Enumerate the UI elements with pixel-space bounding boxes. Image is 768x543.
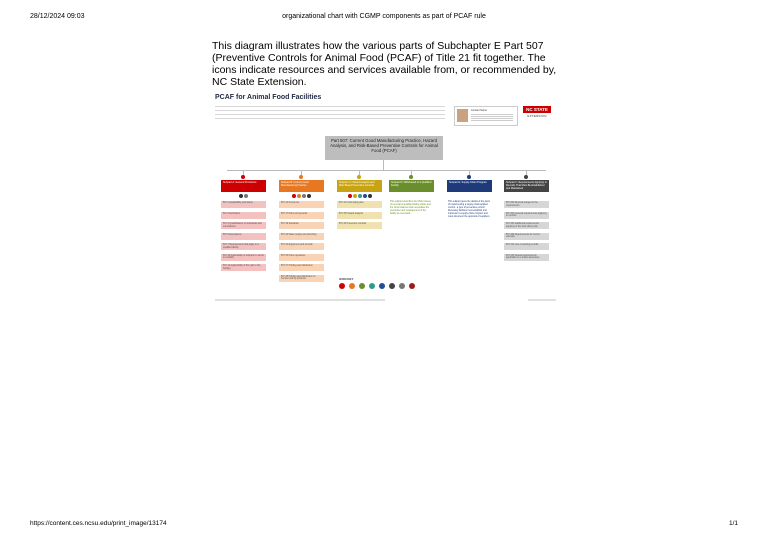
section-item: 507.5 Exemptions (221, 233, 266, 240)
connector-dot (524, 175, 528, 179)
section-item: 507.1 Applicability and status (221, 201, 266, 208)
section-list (504, 201, 549, 264)
section-item: 507.7 Requirements that apply to a qualified facility (221, 243, 266, 250)
resource-icons (279, 194, 324, 198)
section-item: 507.202 General requirements applying to records (504, 212, 549, 219)
page-url: https://content.ces.ncsu.edu/print_image/13174 (30, 520, 167, 527)
resource-icons (221, 194, 266, 198)
chart-footnote (215, 299, 385, 301)
resource-icon (358, 194, 362, 198)
logo-bottom-text: EXTENSION (527, 114, 547, 118)
section-item: 507.4 Qualifications of individuals who manufacture (221, 222, 266, 229)
page-number: 1/1 (728, 520, 738, 527)
section-item: 507.10 Applicability of subparts C and E to a facility (221, 254, 266, 261)
ncstate-logo (523, 106, 551, 123)
section-item: 507.28 Holding and distribution of human food by-products (279, 275, 324, 282)
page-title: organizational chart with CGMP components as part of PCAF rule (282, 13, 486, 20)
resource-icon (244, 194, 248, 198)
resource-icon (307, 194, 311, 198)
subpart-heading: Subpart B: Current Good Manufacturing Practice (279, 180, 324, 192)
legend-title: ICON KEY (339, 277, 354, 281)
section-item: 507.31 Food safety plan (337, 201, 382, 208)
section-item: 507.25 Plant operations (279, 254, 324, 261)
section-item: 507.206 Additional requirements applying to the food safety plan (504, 222, 549, 229)
intro-paragraph: This diagram illustrates how the various parts of Subchapter E Part 507 (Preventive Controls for Animal Food (PCAF) of Title 21 fit together. The icons indicate resources and services available from, or recommended by, NC State Extension. (212, 40, 557, 88)
subpart-description: This subpart gives the details of the parts of implementing a supply-chain applied control - a type of preventive control. Receiving facilities must establish and implement a supply-chain program and must document the approval of suppliers. (448, 201, 491, 218)
legend-icon (409, 283, 415, 289)
contact-name: Contact Name (471, 109, 487, 112)
subpart-heading: Subpart D: Withdrawal of a Qualified Facility (389, 180, 434, 192)
print-datetime: 28/12/2024 09:03 (30, 13, 85, 20)
section-item: 507.22 Equipment and utensils (279, 243, 324, 250)
logo-top-text: NC STATE (523, 106, 551, 113)
resource-icon (292, 194, 296, 198)
legend-icons (339, 283, 435, 289)
resource-icon (363, 194, 367, 198)
section-item: 507.14 Personnel (279, 201, 324, 208)
subpart-heading: Subpart E: Supply-Chain Program (447, 180, 492, 192)
section-item: 507.34 Preventive controls (337, 222, 382, 229)
subpart-heading: Subpart C: Hazard Analysis and Risk-Based Preventive Controls (337, 180, 382, 192)
section-item: 507.212 Use of existing records (504, 243, 549, 250)
chart-credit (528, 299, 556, 301)
section-item: 507.19 Sanitation (279, 222, 324, 229)
connector-bar (227, 170, 546, 171)
section-item: 507.17 Plant and grounds (279, 212, 324, 219)
chart-title: PCAF for Animal Food Facilities (215, 94, 322, 101)
section-item: 507.208 Requirements for record retention (504, 233, 549, 240)
pcaf-org-chart (210, 91, 562, 306)
section-item: 507.27 Holding and distribution (279, 264, 324, 271)
connector-line (383, 160, 384, 170)
section-list (337, 201, 382, 233)
avatar (457, 109, 468, 122)
legend-icon (349, 283, 355, 289)
legend-icon (339, 283, 345, 289)
connector-dot (299, 175, 303, 179)
chart-description (215, 105, 445, 121)
subpart-description: This subpart describes the FDA process of removal of qualified facility status and the circumstances that necessitate the exemption and reinstatement of the facility as exempted. (390, 201, 431, 215)
section-item: 507.20 Water supply and plumbing (279, 233, 324, 240)
connector-dot (357, 175, 361, 179)
connector-dot (467, 175, 471, 179)
resource-icon (353, 194, 357, 198)
icon-legend (339, 277, 435, 299)
section-item: 507.33 Hazard analysis (337, 212, 382, 219)
legend-icon (359, 283, 365, 289)
subpart-heading: Subpart A: General Provisions (221, 180, 266, 192)
section-list (279, 201, 324, 285)
legend-icon (399, 283, 405, 289)
legend-icon (369, 283, 375, 289)
resource-icon (302, 194, 306, 198)
legend-icon (389, 283, 395, 289)
section-item: 507.3 Definitions (221, 212, 266, 219)
contact-card (454, 106, 518, 126)
connector-dot (241, 175, 245, 179)
part-507-box: Part 507: Current Good Manufacturing Practice, Hazard Analysis, and Risk-Based Preventive Controls for Animal Food (PCAF) (325, 136, 443, 160)
subpart-heading: Subpart F: Requirements Applying to Records That Must Be Established and Maintained (504, 180, 549, 192)
legend-icon (379, 283, 385, 289)
resource-icons (337, 194, 382, 198)
connector-dot (409, 175, 413, 179)
resource-icon (368, 194, 372, 198)
resource-icon (239, 194, 243, 198)
section-list (221, 201, 266, 275)
section-item: 507.12 Applicability of this part to the holding (221, 264, 266, 271)
section-item: 507.215 Special requirements applicable to a written assurance (504, 254, 549, 261)
resource-icon (297, 194, 301, 198)
contact-details (471, 113, 513, 122)
resource-icon (348, 194, 352, 198)
section-item: 507.200 Records subject to the requirements (504, 201, 549, 208)
